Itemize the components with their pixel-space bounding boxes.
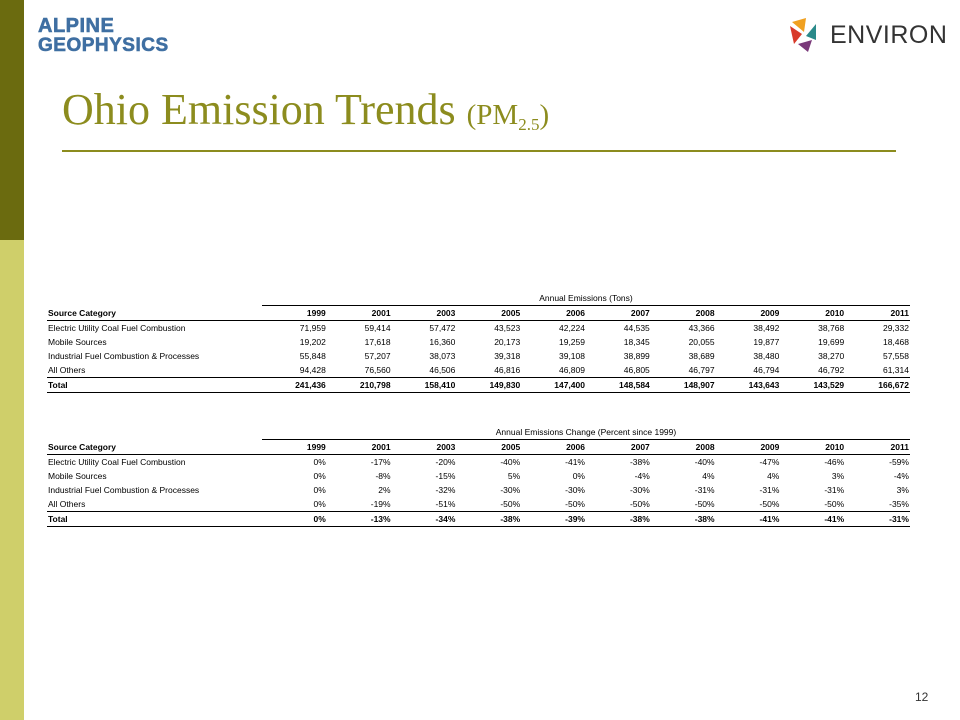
row-label: Electric Utility Coal Fuel Combustion <box>48 323 186 333</box>
table-cell: -41% <box>565 457 585 467</box>
total-cell: -38% <box>651 512 716 527</box>
table-cell: -4% <box>893 471 909 481</box>
total-cell: -31% <box>845 512 910 527</box>
emissions-change-table <box>47 425 910 527</box>
environ-logo-icon <box>786 14 826 54</box>
year-header: 2009 <box>716 306 781 321</box>
year-header: 2010 <box>780 306 845 321</box>
table-cell: -40% <box>694 457 715 467</box>
total-cell: -41% <box>716 512 781 527</box>
table-cell: 3% <box>896 485 909 495</box>
table-cell: 76,560 <box>327 363 392 378</box>
table-cell: 46,792 <box>780 363 845 378</box>
table-cell: 4% <box>767 471 780 481</box>
table-cell: -32% <box>435 485 456 495</box>
row-label: Electric Utility Coal Fuel Combustion <box>48 457 186 467</box>
table-cell: 19,259 <box>558 337 585 347</box>
total-cell: 166,672 <box>845 378 910 393</box>
table-span-header: Annual Emissions (Tons) <box>262 291 910 306</box>
sidebar-light-band <box>0 240 24 720</box>
total-cell: -41% <box>780 512 845 527</box>
table-cell: -50% <box>456 497 521 512</box>
year-header: 2001 <box>327 306 392 321</box>
table-cell: -19% <box>327 497 392 512</box>
table-cell: 39,108 <box>558 351 585 361</box>
year-header: 2003 <box>392 440 457 455</box>
table-cell: 0% <box>262 497 327 512</box>
table-cell: -15% <box>435 471 456 481</box>
table-cell: 38,270 <box>818 351 845 361</box>
total-cell: -38% <box>586 512 651 527</box>
year-header: 2009 <box>716 440 781 455</box>
year-header: 2005 <box>456 440 521 455</box>
table-cell: 3% <box>831 471 845 481</box>
total-cell: -38% <box>456 512 521 527</box>
year-header: 2007 <box>586 440 651 455</box>
table-cell: 46,816 <box>456 363 521 378</box>
table-cell: 4% <box>702 471 715 481</box>
table-cell: -17% <box>370 457 391 467</box>
table-cell: 18,468 <box>882 337 909 347</box>
total-cell: -13% <box>327 512 392 527</box>
source-category-header: Source Category <box>47 440 262 455</box>
table-cell: 38,899 <box>623 351 650 361</box>
row-label: All Others <box>47 363 262 378</box>
row-label: Mobile Sources <box>48 337 107 347</box>
table-cell: 19,877 <box>753 337 780 347</box>
table-span-header-row <box>47 425 910 440</box>
table-cell: 38,073 <box>429 351 456 361</box>
year-header: 2006 <box>521 306 586 321</box>
year-header: 2011 <box>845 306 910 321</box>
table-cell: 94,428 <box>262 363 327 378</box>
year-header: 1999 <box>262 440 327 455</box>
table-cell: -31% <box>759 485 780 495</box>
total-cell: 158,410 <box>392 378 457 393</box>
row-label: Industrial Fuel Combustion & Processes <box>48 485 200 495</box>
environ-logo: ENVIRON <box>786 14 946 58</box>
table-row <box>47 349 910 363</box>
table-cell: -50% <box>780 497 845 512</box>
table-cell: 61,314 <box>845 363 910 378</box>
table-cell: 57,207 <box>364 351 391 361</box>
table-cell: -50% <box>521 497 586 512</box>
year-header: 2006 <box>521 440 586 455</box>
table-column-header-row <box>47 306 910 321</box>
table-cell: 38,492 <box>753 323 780 333</box>
table-cell: -50% <box>651 497 716 512</box>
table-cell: 19,202 <box>299 337 326 347</box>
table-cell: -59% <box>889 457 909 467</box>
table-cell: -47% <box>759 457 780 467</box>
table-span-header: Annual Emissions Change (Percent since 1999) <box>262 425 910 440</box>
table-cell: -51% <box>392 497 457 512</box>
table-cell: 0% <box>313 485 326 495</box>
table-cell: 43,366 <box>688 323 715 333</box>
table-cell: -31% <box>824 485 845 495</box>
total-cell: 148,907 <box>651 378 716 393</box>
table-cell: -50% <box>586 497 651 512</box>
total-cell: 148,584 <box>586 378 651 393</box>
total-row <box>47 512 910 527</box>
table-cell: 38,689 <box>688 351 715 361</box>
table-cell: 38,480 <box>753 351 780 361</box>
table-cell: -20% <box>435 457 456 467</box>
table-cell: 46,506 <box>392 363 457 378</box>
table-cell: -8% <box>375 471 391 481</box>
table-span-header-blank <box>47 291 262 306</box>
table-cell: 59,414 <box>364 323 391 333</box>
total-label: Total <box>47 378 262 393</box>
table-cell: 0% <box>313 457 326 467</box>
table-cell: -38% <box>629 457 650 467</box>
table-row <box>47 321 910 336</box>
table-row <box>47 497 910 512</box>
page-number: 12 <box>915 690 929 704</box>
total-cell: 0% <box>262 512 327 527</box>
table-cell: 0% <box>313 471 326 481</box>
total-cell: 143,643 <box>716 378 781 393</box>
table-cell: -4% <box>634 471 650 481</box>
table-cell: 57,558 <box>882 351 909 361</box>
table-cell: -30% <box>565 485 585 495</box>
table-row <box>47 335 910 349</box>
table-cell: 46,794 <box>716 363 781 378</box>
table-cell: 46,797 <box>651 363 716 378</box>
year-header: 2008 <box>651 440 716 455</box>
table-row <box>47 469 910 483</box>
year-header: 2011 <box>845 440 910 455</box>
sidebar-dark-band <box>0 0 24 240</box>
table-cell: 0% <box>572 471 585 481</box>
table-cell: 55,848 <box>299 351 326 361</box>
table-span-header-row <box>47 291 910 306</box>
year-header: 1999 <box>262 306 327 321</box>
table-row <box>47 363 910 378</box>
table-cell: 5% <box>507 471 521 481</box>
year-header: 2008 <box>651 306 716 321</box>
table-cell: 29,332 <box>882 323 909 333</box>
year-header: 2005 <box>456 306 521 321</box>
total-row <box>47 378 910 393</box>
total-cell: -34% <box>392 512 457 527</box>
table-cell: 42,224 <box>558 323 585 333</box>
table-cell: 17,618 <box>364 337 391 347</box>
table-cell: 46,805 <box>586 363 651 378</box>
table-cell: 44,535 <box>623 323 650 333</box>
row-label: Mobile Sources <box>48 471 107 481</box>
table-cell: 57,472 <box>429 323 456 333</box>
table-cell: 2% <box>378 485 391 495</box>
annual-emissions-table <box>47 291 910 393</box>
source-category-header: Source Category <box>47 306 262 321</box>
table-cell: -46% <box>824 457 845 467</box>
table-column-header-row <box>47 440 910 455</box>
row-label: All Others <box>47 497 262 512</box>
alpine-geophysics-logo: ALPINE GEOPHYSICS <box>38 15 169 56</box>
table-row <box>47 483 910 497</box>
year-header: 2007 <box>586 306 651 321</box>
total-cell: -39% <box>521 512 586 527</box>
year-header: 2001 <box>327 440 392 455</box>
total-label: Total <box>47 512 262 527</box>
total-cell: 149,830 <box>456 378 521 393</box>
table-cell: -30% <box>500 485 521 495</box>
total-cell: 210,798 <box>327 378 392 393</box>
table-cell: 16,360 <box>429 337 456 347</box>
table-cell: 19,699 <box>818 337 845 347</box>
table-span-header-blank <box>47 425 262 440</box>
table-cell: 18,345 <box>623 337 650 347</box>
row-label: Industrial Fuel Combustion & Processes <box>48 351 200 361</box>
table-cell: -40% <box>500 457 521 467</box>
table-cell: 43,523 <box>494 323 521 333</box>
table-cell: -30% <box>629 485 650 495</box>
year-header: 2010 <box>780 440 845 455</box>
table-cell: 20,055 <box>688 337 715 347</box>
table-cell: -31% <box>694 485 715 495</box>
table-row <box>47 455 910 470</box>
table-cell: 39,318 <box>494 351 521 361</box>
table-cell: 46,809 <box>521 363 586 378</box>
table-cell: 38,768 <box>818 323 845 333</box>
page-title: Ohio Emission Trends $(PM_{2.5})$ <box>62 85 550 134</box>
title-underline <box>62 150 896 152</box>
table-cell: -35% <box>845 497 910 512</box>
total-cell: 241,436 <box>262 378 327 393</box>
table-cell: 71,959 <box>299 323 326 333</box>
table-cell: 20,173 <box>494 337 521 347</box>
total-cell: 143,529 <box>780 378 845 393</box>
table-cell: -50% <box>716 497 781 512</box>
year-header: 2003 <box>392 306 457 321</box>
total-cell: 147,400 <box>521 378 586 393</box>
